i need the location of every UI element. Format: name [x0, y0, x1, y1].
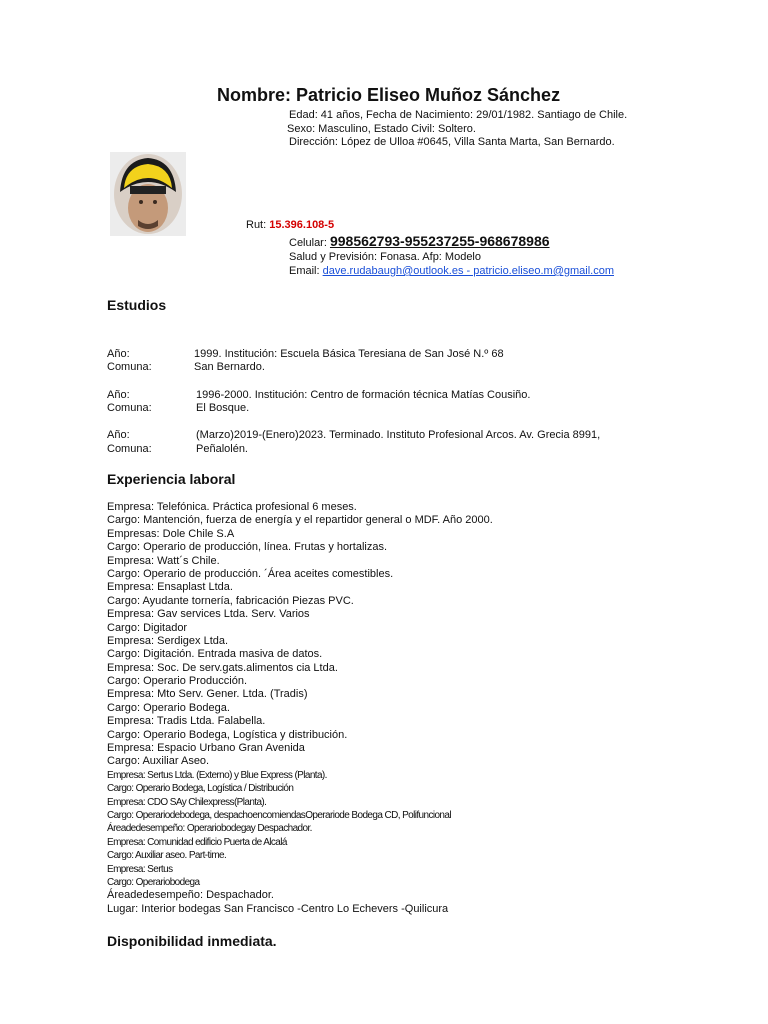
exp-line: Empresa: CDO SAy Chilexpress(Planta).	[107, 796, 267, 808]
exp-line: Empresa: Serdigex Ltda.	[107, 634, 229, 647]
exp-line: Cargo: Digitación. Entrada masiva de datos.	[107, 648, 323, 661]
exp-line: Áreadedesempeño: Despachador.	[107, 889, 274, 902]
exp-line: Empresa: Watt´s Chile.	[107, 554, 220, 567]
year-value: (Marzo)2019-(Enero)2023. Terminado. Instituto Profesional Arcos. Av. Grecia 8991,	[196, 429, 601, 441]
exp-line: Cargo: Operariodebodega, despachoencomiendasOperariode Bodega CD, Polifuncional	[107, 809, 451, 821]
phone-label: Celular:	[289, 237, 327, 249]
exp-line: Empresa: Espacio Urbano Gran Avenida	[107, 742, 305, 755]
exp-line: Cargo: Auxiliar Aseo.	[107, 755, 210, 768]
comuna-label: Comuna:	[107, 443, 152, 455]
health-line: Salud y Previsión: Fonasa. Afp: Modelo	[289, 251, 481, 263]
exp-line: Cargo: Operario Producción.	[107, 675, 248, 688]
exp-line: Empresa: Mto Serv. Gener. Ltda. (Tradis)	[107, 688, 308, 701]
exp-line: Cargo: Operario Bodega, Logística / Distribución	[107, 783, 294, 795]
age-line: Edad: 41 años, Fecha de Nacimiento: 29/01/1982. Santiago de Chile.	[289, 109, 628, 121]
experiencia-list	[107, 501, 493, 916]
profile-photo	[110, 152, 186, 236]
comuna-label: Comuna:	[107, 361, 152, 373]
comuna-value: San Bernardo.	[194, 361, 265, 373]
exp-line: Cargo: Operario de producción. ´Área aceites comestibles.	[107, 567, 394, 580]
rut-label: Rut:	[246, 219, 267, 231]
rut-line	[246, 219, 334, 231]
exp-line: Cargo: Ayudante tornería, fabricación Piezas PVC.	[107, 594, 354, 607]
estudios-heading: Estudios	[107, 297, 167, 313]
experiencia-heading: Experiencia laboral	[107, 471, 236, 487]
exp-line: Empresa: Gav services Ltda. Serv. Varios	[107, 608, 310, 621]
address-line: Dirección: López de Ulloa #0645, Villa Santa Marta, San Bernardo.	[289, 136, 615, 148]
exp-line: Empresa: Ensaplast Ltda.	[107, 581, 233, 594]
exp-line: Cargo: Auxiliar aseo. Part-time.	[107, 850, 227, 862]
exp-line: Empresa: Tradis Ltda. Falabella.	[107, 715, 266, 728]
comuna-label: Comuna:	[107, 402, 152, 414]
exp-line: Empresa: Sertus	[107, 863, 173, 875]
year-value: 1996-2000. Institución: Centro de formación técnica Matías Cousiño.	[196, 389, 531, 401]
phone-line	[289, 233, 550, 249]
comuna-value: El Bosque.	[196, 402, 250, 414]
exp-line: Cargo: Operario Bodega.	[107, 701, 230, 714]
email-line	[289, 264, 614, 278]
exp-line: Cargo: Operario de producción, línea. Frutas y hortalizas.	[107, 541, 388, 554]
exp-line: Áreadedesempeño: Operariobodegay Despachador.	[107, 823, 312, 835]
exp-line: Cargo: Operario Bodega, Logística y distribución.	[107, 728, 348, 741]
year-label: Año:	[107, 429, 130, 441]
email-label: Email:	[289, 265, 320, 277]
phone-value: 998562793-955237255-968678986	[329, 233, 550, 249]
exp-line: Cargo: Digitador	[107, 621, 188, 634]
exp-line: Empresas: Dole Chile S.A	[107, 527, 235, 540]
candidate-name: Nombre: Patricio Eliseo Muñoz Sánchez	[217, 85, 561, 105]
sex-line: Sexo: Masculino, Estado Civil: Soltero.	[287, 123, 476, 135]
rut-value: 15.396.108-5	[269, 219, 335, 231]
year-value: 1999. Institución: Escuela Básica Teresiana de San José N.º 68	[194, 348, 504, 360]
exp-line: Cargo: Operariobodega	[107, 876, 200, 888]
exp-line: Empresa: Telefónica. Práctica profesional 6 meses.	[107, 501, 357, 513]
exp-line: Empresa: Comunidad edificio Puerta de Alcalá	[107, 836, 287, 848]
availability-heading: Disponibilidad inmediata.	[107, 933, 277, 949]
comuna-value: Peñalolén.	[196, 443, 248, 455]
exp-line: Lugar: Interior bodegas San Francisco -Centro Lo Echevers -Quilicura	[107, 902, 449, 915]
year-label: Año:	[107, 348, 130, 360]
email-link[interactable]: dave.rudabaugh@outlook.es - patricio.eliseo.m@gmail.com	[322, 265, 614, 277]
exp-line: Empresa: Sertus Ltda. (Externo) y Blue Express (Planta).	[107, 769, 327, 781]
exp-line: Cargo: Mantención, fuerza de energía y el repartidor general o MDF. Año 2000.	[107, 514, 493, 527]
year-label: Año:	[107, 389, 130, 401]
exp-line: Empresa: Soc. De serv.gats.alimentos cia Ltda.	[107, 661, 338, 674]
